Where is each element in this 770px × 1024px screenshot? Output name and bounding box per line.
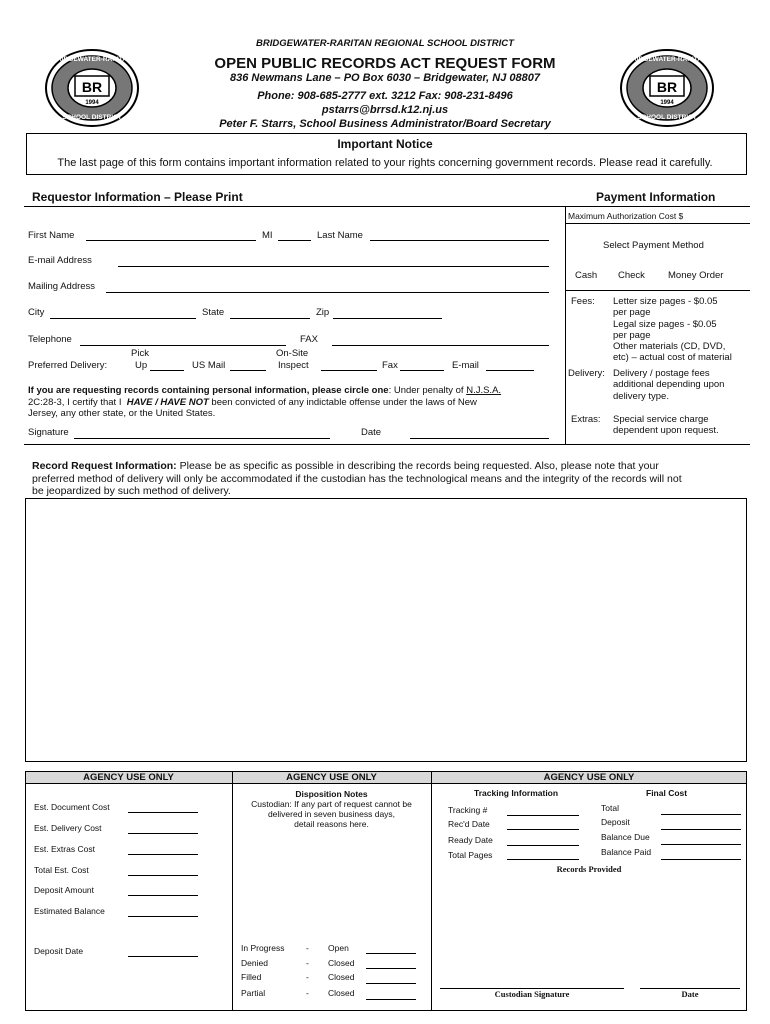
recd-date-label: Rec'd Date [448, 819, 490, 829]
fee-line: Other materials (CD, DVD, [613, 341, 726, 353]
deposit-amount-label: Deposit Amount [34, 885, 95, 895]
records-provided-label: Records Provided [556, 864, 622, 874]
mailing-address-label: Mailing Address [28, 281, 96, 292]
district-name: BRIDGEWATER-RARITAN REGIONAL SCHOOL DISTRICT [256, 38, 514, 49]
balance-paid-label: Balance Paid [601, 847, 652, 857]
mailing-address-field[interactable] [106, 292, 549, 293]
delivery-fee-label: Delivery: [568, 368, 605, 379]
final-total-field[interactable] [661, 814, 741, 815]
extras-line: dependent upon request. [613, 425, 719, 437]
agency-col3-title: AGENCY USE ONLY [543, 772, 635, 783]
have-not-option[interactable]: HAVE NOT [160, 397, 209, 408]
fax-field[interactable] [332, 345, 549, 346]
ready-date-label: Ready Date [448, 835, 493, 845]
record-request-line1: Please be as specific as possible in describing the records being requested. Also, please note that your [179, 460, 659, 472]
custodian-signature-label: Custodian Signature [494, 989, 570, 999]
deposit-date-field[interactable] [128, 956, 198, 957]
fax-option[interactable] [400, 370, 444, 371]
telephone-label: Telephone [28, 334, 72, 345]
personal-info-line3: Jersey, any other state, or the United States. [28, 408, 216, 419]
signature-label: Signature [28, 427, 69, 438]
payment-section-title: Payment Information [596, 190, 716, 204]
disposition-notes-title: Disposition Notes [295, 789, 368, 799]
status-dash: - [306, 972, 309, 982]
district-address: 836 Newmans Lane – PO Box 6030 – Bridgewater, NJ 08807 [230, 72, 540, 84]
delivery-line: delivery type. [613, 390, 669, 402]
email-option[interactable] [486, 370, 534, 371]
pickup-option[interactable] [150, 370, 184, 371]
section-rule [24, 206, 750, 207]
est-delivery-cost-field[interactable] [128, 833, 198, 834]
seal-year-right: 1994 [660, 100, 674, 106]
first-name-label: First Name [28, 230, 75, 241]
pickup-label-bottom: Up [135, 360, 148, 371]
usmail-label: US Mail [192, 360, 226, 371]
total-pages-field[interactable] [507, 859, 579, 860]
fee-line: Legal size pages - $0.05 [613, 318, 717, 330]
email-field[interactable] [118, 266, 549, 267]
agency-divider-2 [431, 771, 432, 1011]
mi-field[interactable] [278, 240, 311, 241]
agency-header-rule [25, 783, 747, 784]
administrator-name: Peter F. Starrs, School Business Administrator/Board Secretary [219, 118, 551, 130]
max-authorization-label: Maximum Authorization Cost $ [568, 211, 684, 221]
status-closed-partial[interactable]: Closed [328, 988, 355, 998]
last-name-field[interactable] [370, 240, 549, 241]
record-request-label: Record Request Information: [32, 460, 177, 472]
est-document-cost-label: Est. Document Cost [34, 802, 110, 812]
tracking-number-label: Tracking # [448, 805, 488, 815]
district-phone: Phone: 908-685-2777 ext. 3212 Fax: 908-231-8496 [257, 90, 513, 102]
delivery-line: additional depending upon [613, 379, 725, 391]
pickup-label-top: Pick [131, 348, 149, 359]
zip-field[interactable] [333, 318, 442, 319]
status-filled[interactable]: Filled [241, 972, 262, 982]
est-document-cost-field[interactable] [128, 812, 198, 813]
record-request-instructions [32, 460, 752, 498]
status-open-field[interactable] [366, 953, 416, 954]
onsite-option[interactable] [321, 370, 377, 371]
payment-divider [565, 206, 566, 444]
personal-info-line2 [28, 397, 477, 408]
seal-bottom-left: SCHOOL DISTRICT [62, 114, 122, 121]
extras-list [613, 414, 719, 437]
tracking-information-title: Tracking Information [474, 788, 559, 798]
disposition-note-1: Custodian: If any part of request cannot be [251, 799, 412, 809]
select-payment-label: Select Payment Method [603, 240, 704, 251]
check-option[interactable]: Check [618, 270, 645, 281]
extras-label: Extras: [571, 414, 601, 425]
cash-option[interactable]: Cash [575, 270, 598, 281]
extras-line: Special service charge [613, 414, 709, 425]
onsite-label-top: On-Site [276, 348, 309, 359]
status-dash: - [306, 943, 309, 953]
certify-text: 2C:28-3, I certify that I [28, 397, 122, 408]
status-closed-denied[interactable]: Closed [328, 958, 355, 968]
status-partial-field[interactable] [366, 999, 416, 1000]
tracking-number-field[interactable] [507, 815, 579, 816]
njsa-reference: N.J.S.A. [466, 385, 502, 396]
personal-info-line1 [28, 385, 501, 396]
usmail-option[interactable] [230, 370, 266, 371]
personal-info-bold: If you are requesting records containing personal information, please circle one [28, 385, 389, 396]
balance-due-field[interactable] [661, 844, 741, 845]
telephone-field[interactable] [80, 345, 286, 346]
status-dash: - [306, 988, 309, 998]
status-denied-field[interactable] [366, 968, 416, 969]
ready-date-field[interactable] [507, 845, 579, 846]
max-auth-rule [565, 223, 750, 224]
seal-initials-right: BR [656, 79, 678, 95]
final-cost-title: Final Cost [646, 788, 688, 798]
recd-date-field[interactable] [507, 829, 579, 830]
status-denied[interactable]: Denied [241, 958, 268, 968]
seal-bottom-right: SCHOOL DISTRICT [637, 114, 697, 121]
total-pages-label: Total Pages [448, 850, 493, 860]
final-total-label: Total [601, 803, 619, 813]
state-label: State [202, 307, 225, 318]
city-field[interactable] [50, 318, 196, 319]
district-email: pstarrs@brrsd.k12.nj.us [321, 104, 449, 116]
fax-option-label: Fax [382, 360, 398, 371]
fax-label: FAX [300, 334, 318, 345]
fees-label: Fees: [571, 296, 595, 307]
estimated-balance-label: Estimated Balance [34, 906, 105, 916]
state-field[interactable] [230, 318, 310, 319]
fee-line: Letter size pages - $0.05 [613, 296, 718, 307]
estimated-balance-field[interactable] [128, 916, 198, 917]
onsite-label-bottom: Inspect [278, 360, 309, 371]
total-est-cost-label: Total Est. Cost [34, 865, 89, 875]
mi-label: MI [262, 230, 273, 241]
money-order-option[interactable]: Money Order [668, 270, 724, 281]
status-in-progress[interactable]: In Progress [241, 943, 285, 953]
agency-col2-title: AGENCY USE ONLY [286, 772, 377, 783]
delivery-fee-list [613, 368, 724, 402]
fee-line: etc) – actual cost of material [613, 352, 732, 364]
record-request-line3: be jeopardized by such method of delivery. [32, 485, 231, 497]
balance-due-label: Balance Due [601, 832, 650, 842]
email-option-label: E-mail [452, 360, 479, 371]
have-slash: / [155, 397, 158, 408]
record-request-line2: preferred method of delivery will only be accommodated if the custodian has the technological means and the integrity of the records will not [32, 472, 682, 485]
signature-field[interactable] [74, 438, 330, 439]
status-partial[interactable]: Partial [241, 988, 266, 998]
form-title: OPEN PUBLIC RECORDS ACT REQUEST FORM [214, 55, 556, 72]
status-dash: - [306, 958, 309, 968]
seal-initials-left: BR [81, 79, 103, 95]
est-extras-cost-field[interactable] [128, 854, 198, 855]
section-rule-bottom [24, 444, 750, 445]
payment-method-rule [565, 290, 750, 291]
date-field[interactable] [410, 438, 549, 439]
final-deposit-label: Deposit [601, 817, 630, 827]
est-delivery-cost-label: Est. Delivery Cost [34, 823, 102, 833]
preferred-delivery-label: Preferred Delivery: [28, 360, 108, 371]
custodian-date-label: Date [681, 989, 699, 999]
seal-top-left: BRIDGEWATER-RARITAN [52, 56, 132, 63]
notice-text: The last page of this form contains important information related to your rights concerning government records. Please read it carefully. [57, 157, 713, 169]
first-name-field[interactable] [86, 240, 256, 241]
last-name-label: Last Name [317, 230, 363, 241]
seal-top-right: BRIDGEWATER-RARITAN [627, 56, 707, 63]
final-deposit-field[interactable] [661, 829, 741, 830]
notice-title: Important Notice [337, 137, 433, 151]
email-label: E-mail Address [28, 255, 92, 266]
status-filled-field[interactable] [366, 983, 416, 984]
est-extras-cost-label: Est. Extras Cost [34, 844, 95, 854]
date-label: Date [361, 427, 382, 438]
fee-line: per page [613, 307, 651, 319]
requestor-section-title: Requestor Information – Please Print [32, 190, 243, 204]
offense-text: been convicted of any indictable offense under the laws of New [211, 397, 477, 408]
city-label: City [28, 307, 45, 318]
seal-year-left: 1994 [85, 100, 99, 106]
fees-list [613, 296, 732, 364]
status-open[interactable]: Open [328, 943, 349, 953]
zip-label: Zip [316, 307, 330, 318]
status-closed-filled[interactable]: Closed [328, 972, 355, 982]
disposition-note-2: delivered in seven business days, [267, 809, 396, 819]
delivery-line: Delivery / postage fees [613, 368, 710, 379]
personal-info-penalty: : Under penalty of [388, 385, 464, 396]
deposit-amount-field[interactable] [128, 895, 198, 896]
deposit-date-label: Deposit Date [34, 946, 84, 956]
total-est-cost-field[interactable] [128, 875, 198, 876]
agency-col1-title: AGENCY USE ONLY [83, 772, 174, 783]
disposition-note-3: detail reasons here. [294, 819, 369, 829]
have-option[interactable]: HAVE [126, 397, 153, 408]
record-request-textarea[interactable] [25, 498, 747, 762]
balance-paid-field[interactable] [661, 859, 741, 860]
fee-line: per page [613, 329, 651, 341]
